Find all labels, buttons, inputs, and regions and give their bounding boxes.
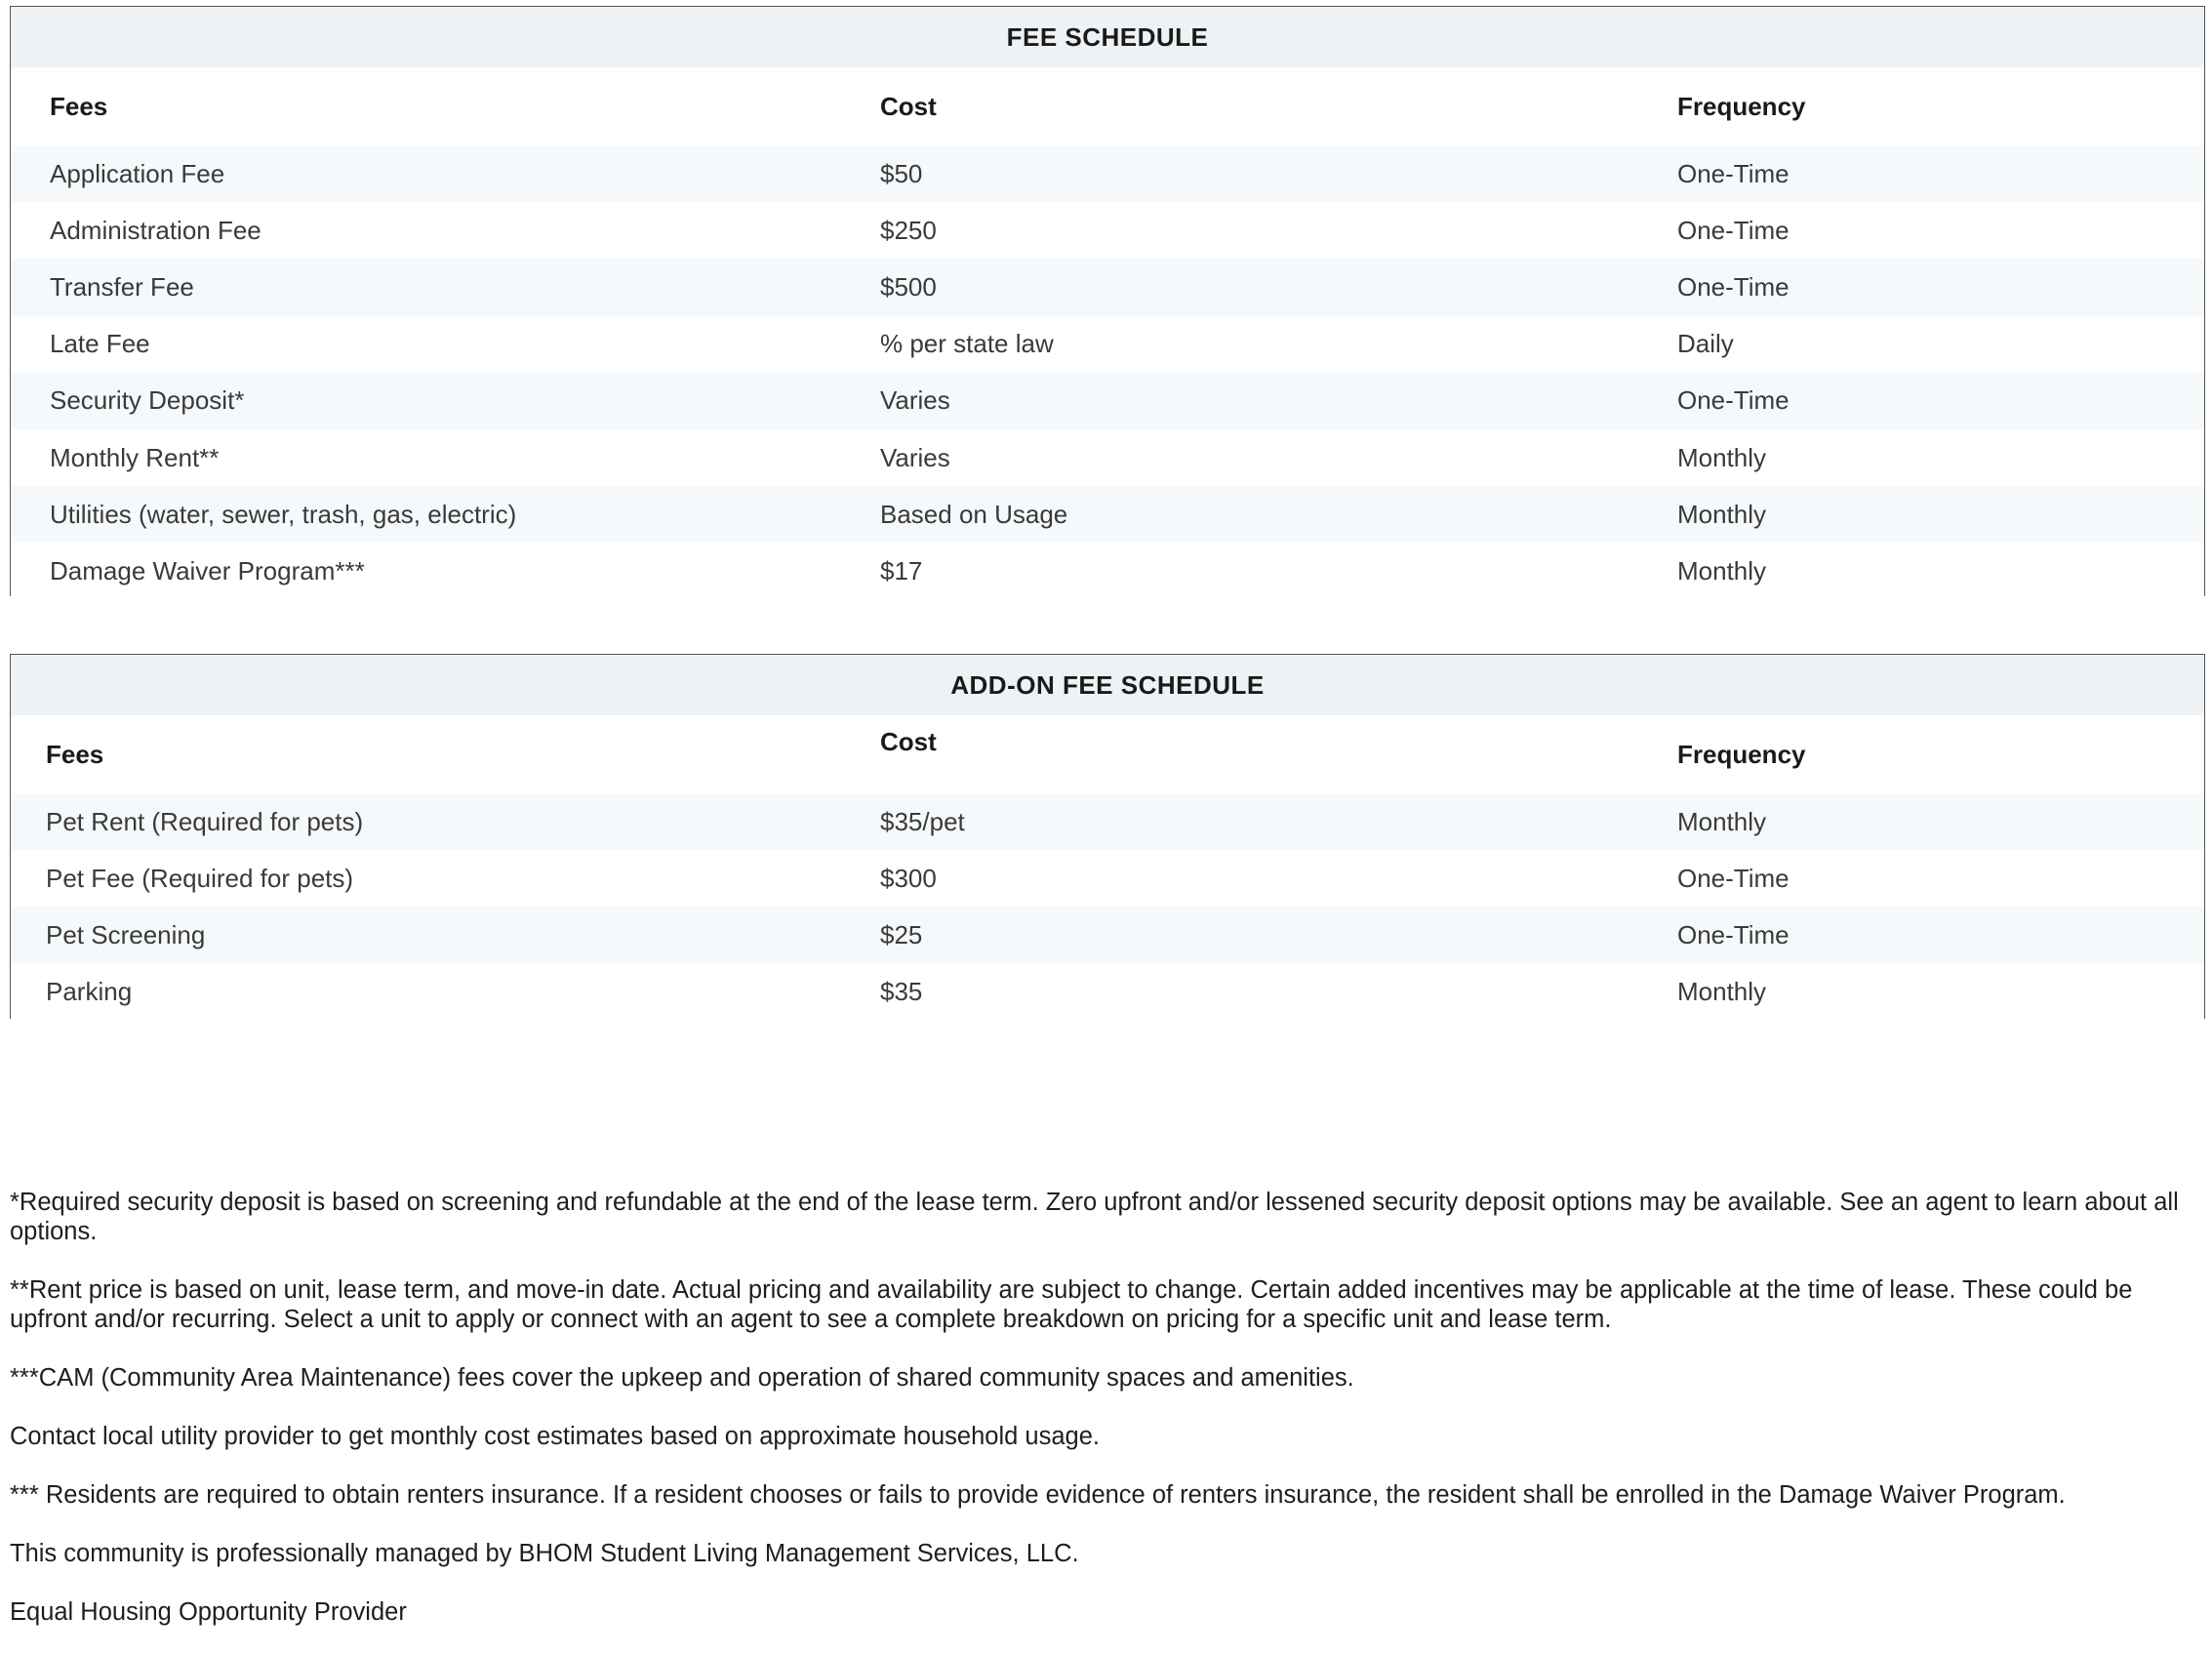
fee-cost: $250 <box>880 215 937 245</box>
fee-name: Monthly Rent** <box>50 442 220 472</box>
fee-name: Security Deposit* <box>50 385 245 416</box>
fee-frequency: One-Time <box>1677 271 1790 302</box>
fee-cost: $35 <box>880 976 923 1006</box>
fee-name: Damage Waiver Program*** <box>50 555 365 586</box>
fee-cost: $35/pet <box>880 806 965 836</box>
footnote-renters-insurance: *** Residents are required to obtain renters insurance. If a resident chooses or fails to provide evidence of renters insurance, the resident shall be enrolled in the Damage Waiver Program. <box>10 1481 2066 1509</box>
footnotes <box>10 1188 2205 1656</box>
fee-schedule-header-row <box>11 67 2204 145</box>
footnote-management: This community is professionally managed by BHOM Student Living Management Services, LLC. <box>10 1540 1079 1567</box>
table-row <box>11 316 2204 373</box>
fee-name: Pet Rent (Required for pets) <box>46 806 364 836</box>
fee-cost: $17 <box>880 555 923 586</box>
addon-fee-schedule-header-row <box>11 715 2204 793</box>
table-row <box>11 373 2204 429</box>
addon-fee-schedule-rows <box>11 793 2204 1020</box>
fee-cost: $500 <box>880 271 937 302</box>
column-header-fees: Fees <box>46 739 104 769</box>
fee-cost: Based on Usage <box>880 499 1068 529</box>
fee-cost: Varies <box>880 442 950 472</box>
table-row <box>11 793 2204 850</box>
fee-schedule-table <box>10 6 2205 596</box>
fee-frequency: One-Time <box>1677 863 1790 893</box>
column-header-cost: Cost <box>880 91 937 121</box>
fee-frequency: One-Time <box>1677 919 1790 949</box>
column-header-frequency: Frequency <box>1677 739 1806 769</box>
footnote-cam-fees: ***CAM (Community Area Maintenance) fees cover the upkeep and operation of shared community spaces and amenities. <box>10 1364 1354 1392</box>
fee-name: Pet Fee (Required for pets) <box>46 863 354 893</box>
fee-frequency: Daily <box>1677 329 1734 359</box>
fee-frequency: Monthly <box>1677 555 1767 586</box>
footnote-utilities: Contact local utility provider to get monthly cost estimates based on approximate household usage. <box>10 1423 1100 1450</box>
footnote-security-deposit: *Required security deposit is based on screening and refundable at the end of the lease term. Zero upfront and/or lessened security deposit options may be available. See an agent to learn about all options. <box>10 1189 2179 1245</box>
fee-schedule-title: FEE SCHEDULE <box>11 7 2204 67</box>
column-header-cost: Cost <box>880 727 937 756</box>
fee-frequency: One-Time <box>1677 158 1790 188</box>
addon-fee-schedule-title: ADD-ON FEE SCHEDULE <box>11 655 2204 715</box>
fee-name: Utilities (water, sewer, trash, gas, electric) <box>50 499 517 529</box>
fee-cost: $300 <box>880 863 937 893</box>
column-header-frequency: Frequency <box>1677 91 1806 121</box>
table-row <box>11 850 2204 907</box>
fee-name: Pet Screening <box>46 919 206 949</box>
table-row <box>11 543 2204 599</box>
table-row <box>11 429 2204 486</box>
fee-name: Late Fee <box>50 329 150 359</box>
fee-cost: $50 <box>880 158 923 188</box>
fee-frequency: Monthly <box>1677 442 1767 472</box>
table-row <box>11 907 2204 963</box>
fee-cost: $25 <box>880 919 923 949</box>
table-row <box>11 486 2204 543</box>
fee-name: Parking <box>46 976 133 1006</box>
fee-schedule-rows <box>11 145 2204 600</box>
column-header-fees: Fees <box>50 91 108 121</box>
fee-cost: % per state law <box>880 329 1054 359</box>
fee-frequency: Monthly <box>1677 806 1767 836</box>
fee-name: Administration Fee <box>50 215 261 245</box>
fee-cost: Varies <box>880 385 950 416</box>
fee-name: Transfer Fee <box>50 271 194 302</box>
footnote-rent-price: **Rent price is based on unit, lease term, and move-in date. Actual pricing and availability are subject to change. Certain added incentives may be applicable at the time of lease. These could be upfront and/or recurring. Select a unit to apply or connect with an agent to see a complete breakdown on pricing for a specific unit and lease term. <box>10 1276 2133 1333</box>
fee-name: Application Fee <box>50 158 225 188</box>
addon-fee-schedule-table <box>10 654 2205 1019</box>
footnote-equal-housing: Equal Housing Opportunity Provider <box>10 1598 407 1626</box>
fee-frequency: One-Time <box>1677 215 1790 245</box>
table-row <box>11 963 2204 1020</box>
table-row <box>11 202 2204 259</box>
table-row <box>11 145 2204 202</box>
fee-frequency: Monthly <box>1677 976 1767 1006</box>
table-row <box>11 259 2204 315</box>
fee-frequency: Monthly <box>1677 499 1767 529</box>
fee-frequency: One-Time <box>1677 385 1790 416</box>
